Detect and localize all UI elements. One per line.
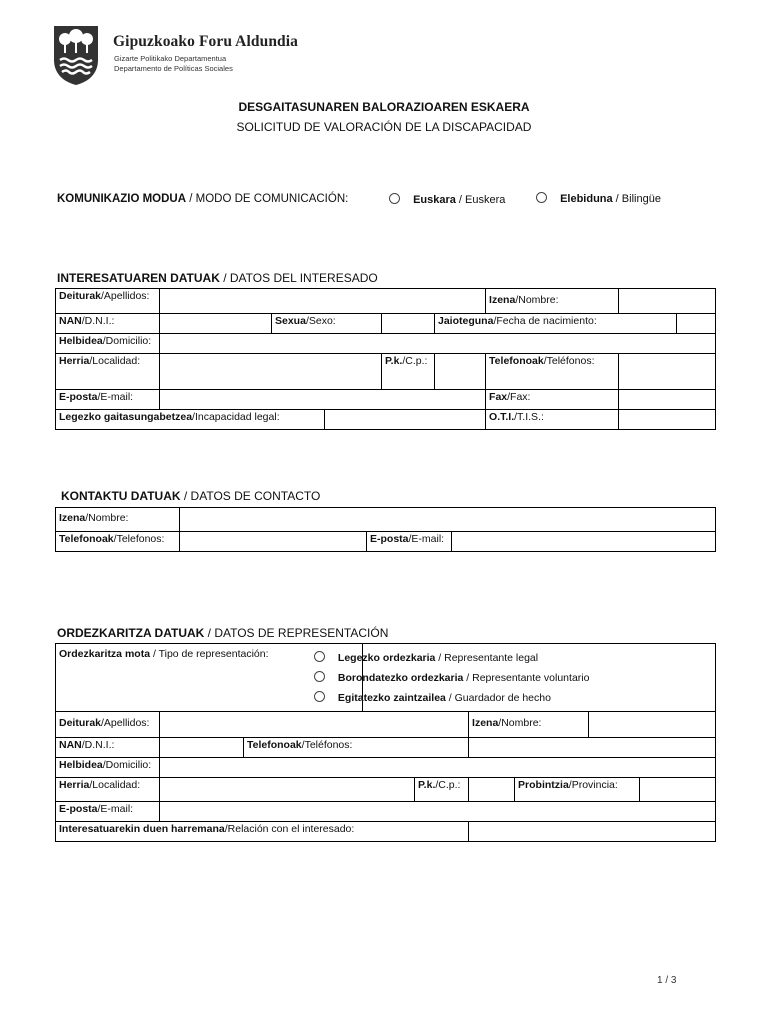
telefonoak-label: Telefonoak/Teléfonos: xyxy=(486,354,619,390)
nan-label: NAN/D.N.I.: xyxy=(56,314,160,334)
rep-pk-field[interactable] xyxy=(469,778,515,802)
representation-options xyxy=(314,648,589,708)
radio-icon[interactable] xyxy=(389,193,400,204)
department-eu: Gizarte Politikako Departamentua xyxy=(114,54,227,63)
oti-label: O.T.I./T.I.S.: xyxy=(486,410,619,430)
department-es: Departamento de Políticas Sociales xyxy=(114,64,233,73)
oti-field[interactable] xyxy=(619,410,716,430)
rep-deiturak-label: Deiturak/Apellidos: xyxy=(56,712,160,738)
table-row xyxy=(56,334,716,354)
rep-nan-field[interactable] xyxy=(160,738,244,758)
rep-helbidea-field[interactable] xyxy=(160,758,716,778)
telefonoak-field[interactable] xyxy=(619,354,716,390)
communication-option-bilingual[interactable]: Elebiduna / Bilingüe xyxy=(536,192,661,205)
contact-izena-label: Izena/Nombre: xyxy=(56,508,180,532)
rep-provincia-label: Probintzia/Provincia: xyxy=(515,778,640,802)
rep-relation-field[interactable] xyxy=(469,822,716,842)
rep-eposta-field[interactable] xyxy=(160,802,716,822)
radio-icon[interactable] xyxy=(314,651,325,662)
contact-telefonoak-field[interactable] xyxy=(180,532,367,552)
table-row xyxy=(56,778,716,802)
sexua-label: Sexua/Sexo: xyxy=(272,314,382,334)
rep-nan-label: NAN/D.N.I.: xyxy=(56,738,160,758)
section-title-contact: KONTAKTU DATUAK / DATOS DE CONTACTO xyxy=(61,489,321,503)
representation-type-label: Ordezkaritza mota / Tipo de representación: xyxy=(56,644,363,712)
rep-option-guardian[interactable]: Egitatezko zaintzailea / Guardador de hecho xyxy=(314,688,589,708)
fax-field[interactable] xyxy=(619,390,716,410)
communication-mode-label: KOMUNIKAZIO MODUA / MODO DE COMUNICACIÓN: xyxy=(57,193,349,205)
izena-field[interactable] xyxy=(619,289,716,314)
rep-helbidea-label: Helbidea/Domicilio: xyxy=(56,758,160,778)
section-title-interested: INTERESATUAREN DATUAK / DATOS DEL INTERESADO xyxy=(57,271,378,285)
section-title-representation: ORDEZKARITZA DATUAK / DATOS DE REPRESENTACIÓN xyxy=(57,626,389,640)
table-row xyxy=(56,354,716,390)
fax-label: Fax/Fax: xyxy=(486,390,619,410)
rep-izena-field[interactable] xyxy=(589,712,716,738)
contact-eposta-label: E-posta/E-mail: xyxy=(367,532,452,552)
table-row xyxy=(56,390,716,410)
table-row xyxy=(56,738,716,758)
pk-label: P.k./C.p.: xyxy=(382,354,435,390)
sexua-field[interactable] xyxy=(382,314,435,334)
rep-provincia-field[interactable] xyxy=(640,778,716,802)
contact-izena-field[interactable] xyxy=(180,508,716,532)
document-subtitle: SOLICITUD DE VALORACIÓN DE LA DISCAPACIDAD xyxy=(236,120,532,134)
table-row xyxy=(56,508,716,532)
contact-telefonoak-label: Telefonoak/Telefonos: xyxy=(56,532,180,552)
incapacidad-label: Legezko gaitasungabetzea/Incapacidad legal: xyxy=(56,410,325,430)
radio-icon[interactable] xyxy=(314,671,325,682)
eposta-field[interactable] xyxy=(160,390,486,410)
herria-label: Herria/Localidad: xyxy=(56,354,160,390)
rep-herria-field[interactable] xyxy=(160,778,415,802)
rep-option-legal[interactable]: Legezko ordezkaria / Representante legal xyxy=(314,648,589,668)
incapacidad-field[interactable] xyxy=(325,410,486,430)
herria-field[interactable] xyxy=(160,354,382,390)
communication-option-euskara[interactable]: Euskara / Euskera xyxy=(389,193,505,206)
table-row xyxy=(56,712,716,738)
jaioteguna-label: Jaioteguna/Fecha de nacimiento: xyxy=(435,314,677,334)
table-row xyxy=(56,758,716,778)
helbidea-label: Helbidea/Domicilio: xyxy=(56,334,160,354)
table-row xyxy=(56,314,716,334)
eposta-label: E-posta/E-mail: xyxy=(56,390,160,410)
table-row xyxy=(56,802,716,822)
pk-field[interactable] xyxy=(435,354,486,390)
rep-deiturak-field[interactable] xyxy=(160,712,469,738)
interested-table xyxy=(55,288,716,430)
rep-izena-label: Izena/Nombre: xyxy=(469,712,589,738)
logo-shield-icon xyxy=(52,24,100,86)
deiturak-field[interactable] xyxy=(160,289,486,314)
document-title: DESGAITASUNAREN BALORAZIOAREN ESKAERA xyxy=(238,100,530,114)
deiturak-label: Deiturak/Apellidos: xyxy=(56,289,160,314)
rep-eposta-label: E-posta/E-mail: xyxy=(56,802,160,822)
rep-telefonoak-field[interactable] xyxy=(469,738,716,758)
table-row xyxy=(56,410,716,430)
contact-eposta-field[interactable] xyxy=(452,532,716,552)
page-number: 1 / 3 xyxy=(657,975,677,986)
contact-table xyxy=(55,507,716,552)
rep-option-voluntary[interactable]: Borondatezko ordezkaria / Representante voluntario xyxy=(314,668,589,688)
helbidea-field[interactable] xyxy=(160,334,716,354)
nan-field[interactable] xyxy=(160,314,272,334)
rep-pk-label: P.k./C.p.: xyxy=(415,778,469,802)
radio-icon[interactable] xyxy=(536,192,547,203)
radio-icon[interactable] xyxy=(314,691,325,702)
jaioteguna-field[interactable] xyxy=(677,314,716,334)
rep-relation-label: Interesatuarekin duen harremana/Relación con el interesado: xyxy=(56,822,469,842)
table-row xyxy=(56,822,716,842)
izena-label: Izena/Nombre: xyxy=(486,289,619,314)
table-row xyxy=(56,532,716,552)
rep-telefonoak-label: Telefonoak/Teléfonos: xyxy=(244,738,469,758)
rep-herria-label: Herria/Localidad: xyxy=(56,778,160,802)
org-department xyxy=(114,54,233,74)
org-name: Gipuzkoako Foru Aldundia xyxy=(113,33,299,50)
table-row xyxy=(56,289,716,314)
